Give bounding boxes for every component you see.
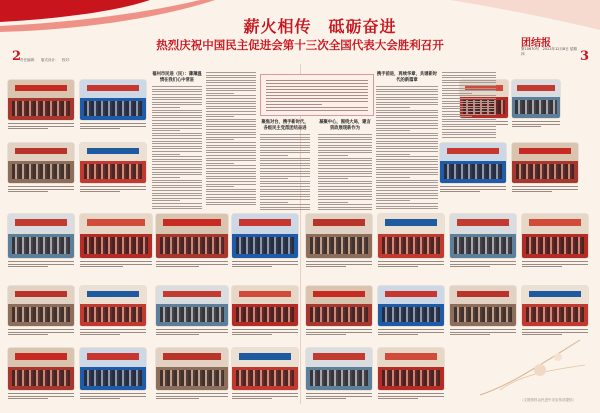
news-photo xyxy=(8,348,74,390)
article-column-6 xyxy=(442,72,496,139)
article-3-body xyxy=(260,134,310,210)
news-photo xyxy=(8,80,74,120)
article-4-title: 携手前进，再续华章，共谱新时代的新篇章 xyxy=(376,72,438,83)
photo-caption xyxy=(8,329,74,338)
news-photo xyxy=(306,348,372,390)
photo-caption xyxy=(512,121,560,130)
photo-caption xyxy=(306,393,372,402)
photo-caption xyxy=(440,186,506,195)
photo-caption xyxy=(80,186,146,195)
news-photo xyxy=(440,143,506,183)
news-photo xyxy=(378,214,444,258)
photo-caption xyxy=(156,329,228,338)
news-photo xyxy=(512,80,560,118)
news-photo xyxy=(232,214,298,258)
news-photo xyxy=(80,80,146,120)
news-photo xyxy=(378,286,444,326)
page-number-left: 2 xyxy=(12,49,22,64)
article-5-body xyxy=(376,86,438,209)
masthead-logo: 团结报 xyxy=(521,38,551,49)
editor-credits: 责任编辑： 版式设计： 校对： xyxy=(20,58,73,62)
article-2-title: 聚焦对台，携手新时代，各级民主党派团结奋进 xyxy=(261,120,309,131)
photo-caption xyxy=(80,393,146,402)
main-headline: 薪火相传 砥砺奋进 xyxy=(243,17,397,36)
article-column-3 xyxy=(260,120,310,212)
article-4-body xyxy=(318,134,372,210)
article-column-1 xyxy=(152,72,202,211)
article-1-body xyxy=(152,86,202,209)
photo-caption xyxy=(378,393,444,402)
intro-box xyxy=(260,74,374,116)
sub-headline: 热烈庆祝中国民主促进会第十三次全国代表大会胜利召开 xyxy=(156,38,444,52)
article-6-body xyxy=(442,72,496,138)
photo-caption xyxy=(156,261,228,270)
photo-caption xyxy=(8,261,74,270)
photo-caption xyxy=(80,261,152,270)
news-photo xyxy=(522,214,588,258)
photo-caption xyxy=(232,329,298,338)
news-photo xyxy=(80,143,146,183)
news-photo xyxy=(378,348,444,390)
article-2-body xyxy=(206,72,256,205)
news-photo xyxy=(306,286,372,326)
photo-caption xyxy=(8,186,74,195)
article-column-2 xyxy=(206,72,256,207)
news-photo xyxy=(80,348,146,390)
photo-caption xyxy=(378,261,444,270)
news-photo xyxy=(8,143,74,183)
photo-caption xyxy=(232,261,298,270)
news-photo xyxy=(232,348,298,390)
photo-caption xyxy=(378,329,444,338)
news-photo xyxy=(156,286,228,326)
news-photo xyxy=(450,214,516,258)
photo-caption xyxy=(306,261,372,270)
news-photo xyxy=(8,214,74,258)
page-number-right: 3 xyxy=(580,49,590,64)
photo-caption xyxy=(522,261,588,270)
decorative-flower-illustration xyxy=(470,335,590,400)
article-column-5 xyxy=(376,72,438,211)
photo-caption xyxy=(232,393,298,402)
article-1-title: 福州市民进（民）：薄薄温情在我们心中常驻 xyxy=(152,72,202,83)
photo-caption xyxy=(306,329,372,338)
intro-text xyxy=(261,75,373,111)
article-column-4 xyxy=(318,120,372,212)
news-photo xyxy=(156,348,228,390)
news-photo xyxy=(80,286,146,326)
photo-caption xyxy=(512,186,578,195)
news-photo xyxy=(522,286,588,326)
news-photo xyxy=(512,143,578,183)
photo-source-note: （文图资料由民进中央宣传部提供） xyxy=(520,398,576,402)
news-photo xyxy=(80,214,152,258)
article-3-title: 凝聚中心，围绕大局，建言资政展现新作为 xyxy=(319,120,371,131)
news-photo xyxy=(8,286,74,326)
news-photo xyxy=(156,214,228,258)
photo-caption xyxy=(80,329,146,338)
photo-caption xyxy=(8,123,74,132)
photo-caption xyxy=(8,393,74,402)
photo-caption xyxy=(156,393,228,402)
news-photo xyxy=(232,286,298,326)
news-photo xyxy=(306,214,372,258)
photo-caption xyxy=(80,123,146,132)
issue-info: 第10670号 2022年12月8日 星期四 xyxy=(521,47,577,56)
photo-caption xyxy=(450,261,516,270)
news-photo xyxy=(450,286,516,326)
